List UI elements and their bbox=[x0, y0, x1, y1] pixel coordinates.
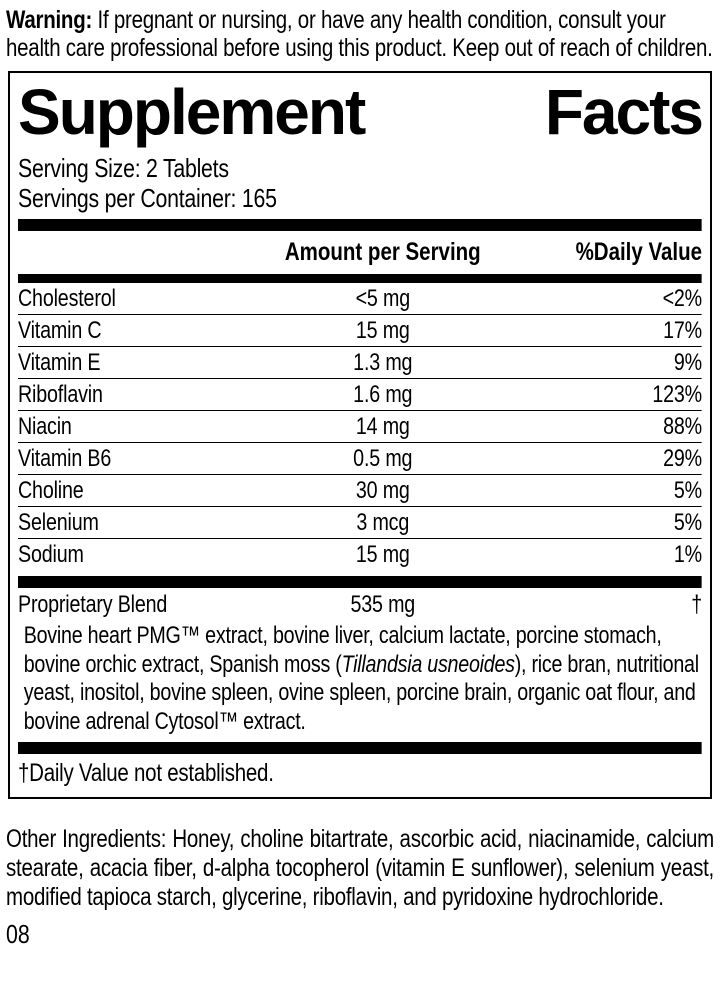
nutrient-daily-value: 1% bbox=[673, 541, 703, 568]
column-header-percent-daily-value: %Daily Value bbox=[575, 238, 703, 266]
blend-ingredients-post: ), rice bran, nutritional yeast, inositol, bovine spleen, ovine spleen, porcine brain, organic oat flour, and bovine adrenal Cytosol™ extract. bbox=[23, 650, 699, 735]
nutrient-name: Niacin bbox=[18, 413, 72, 440]
proprietary-blend-row bbox=[18, 588, 702, 622]
daily-value-footnote: †Daily Value not established. bbox=[18, 759, 274, 787]
warning-label: Warning: bbox=[6, 6, 93, 34]
nutrient-amount: 14 mg bbox=[355, 413, 410, 440]
nutrient-row bbox=[18, 506, 702, 538]
nutrient-amount: 30 mg bbox=[355, 477, 410, 504]
proprietary-blend-ingredients bbox=[18, 622, 702, 736]
proprietary-blend-dv-dagger: † bbox=[691, 591, 703, 618]
nutrient-row bbox=[18, 314, 702, 346]
table-header bbox=[18, 231, 702, 274]
warning-body: If pregnant or nursing, or have any health condition, consult your health care professional before using this product. Keep out of reach of children. bbox=[6, 6, 713, 62]
nutrient-daily-value: 29% bbox=[663, 445, 703, 472]
nutrient-name: Sodium bbox=[18, 541, 84, 568]
nutrient-row bbox=[18, 474, 702, 506]
nutrient-row bbox=[18, 346, 702, 378]
serving-size: Serving Size: 2 Tablets bbox=[18, 153, 229, 183]
blend-ingredients-pre: Bovine heart PMG™ extract, bovine liver, calcium lactate, porcine stomach, bovine orchic extract, Spanish moss ( bbox=[23, 622, 662, 678]
nutrient-name: Vitamin C bbox=[18, 317, 102, 344]
nutrient-amount: <5 mg bbox=[355, 285, 410, 312]
blend-ingredients-latin-name: Tillandsia usneoides bbox=[341, 650, 515, 678]
panel-title-word-facts: Facts bbox=[544, 76, 702, 148]
nutrient-amount: 1.6 mg bbox=[353, 381, 413, 408]
nutrient-name: Vitamin B6 bbox=[18, 445, 112, 472]
column-header-blank bbox=[18, 240, 231, 265]
nutrient-daily-value: 5% bbox=[673, 509, 703, 536]
divider-bar-above-blend bbox=[18, 576, 702, 588]
nutrient-name: Cholesterol bbox=[18, 285, 116, 312]
nutrient-rows bbox=[18, 283, 702, 570]
product-code: 08 bbox=[6, 919, 30, 949]
divider-bar-above-footnote bbox=[18, 742, 702, 754]
nutrient-name: Choline bbox=[18, 477, 84, 504]
divider-bar-below-header bbox=[18, 274, 702, 283]
nutrient-row bbox=[18, 410, 702, 442]
nutrient-daily-value: 9% bbox=[673, 349, 703, 376]
nutrient-amount: 15 mg bbox=[355, 541, 410, 568]
nutrient-daily-value: <2% bbox=[662, 285, 703, 312]
nutrient-row bbox=[18, 442, 702, 474]
panel-title-word-supplement: Supplement bbox=[18, 76, 365, 148]
other-ingredients-list: Honey, choline bitartrate, ascorbic acid, niacinamide, calcium stearate, acacia fiber, d-alpha tocopherol (vitamin E sunflower), selenium yeast, modified tapioca starch, glycerine, riboflavin, and pyridoxine hydrochloride. bbox=[6, 825, 715, 911]
nutrient-row bbox=[18, 283, 702, 314]
other-ingredients bbox=[6, 825, 714, 912]
nutrient-name: Selenium bbox=[18, 509, 99, 536]
nutrient-daily-value: 5% bbox=[673, 477, 703, 504]
nutrient-amount: 1.3 mg bbox=[353, 349, 413, 376]
other-ingredients-label: Other Ingredients: bbox=[6, 825, 167, 853]
column-header-amount-per-serving: Amount per Serving bbox=[284, 238, 481, 266]
nutrient-amount: 3 mcg bbox=[356, 509, 410, 536]
nutrient-daily-value: 88% bbox=[663, 413, 703, 440]
panel-title bbox=[18, 76, 702, 148]
nutrient-daily-value: 17% bbox=[663, 317, 703, 344]
nutrient-row bbox=[18, 538, 702, 570]
warning-text bbox=[6, 6, 714, 62]
nutrient-daily-value: 123% bbox=[652, 381, 703, 408]
nutrient-amount: 0.5 mg bbox=[353, 445, 413, 472]
nutrient-amount: 15 mg bbox=[355, 317, 410, 344]
nutrient-name: Vitamin E bbox=[18, 349, 101, 376]
nutrient-row bbox=[18, 378, 702, 410]
proprietary-blend-amount: 535 mg bbox=[350, 591, 416, 618]
nutrient-name: Riboflavin bbox=[18, 381, 103, 408]
proprietary-blend-name: Proprietary Blend bbox=[18, 591, 168, 618]
divider-bar-thick-top bbox=[18, 219, 702, 231]
servings-per-container: Servings per Container: 165 bbox=[18, 183, 277, 213]
supplement-facts-panel bbox=[8, 71, 712, 799]
